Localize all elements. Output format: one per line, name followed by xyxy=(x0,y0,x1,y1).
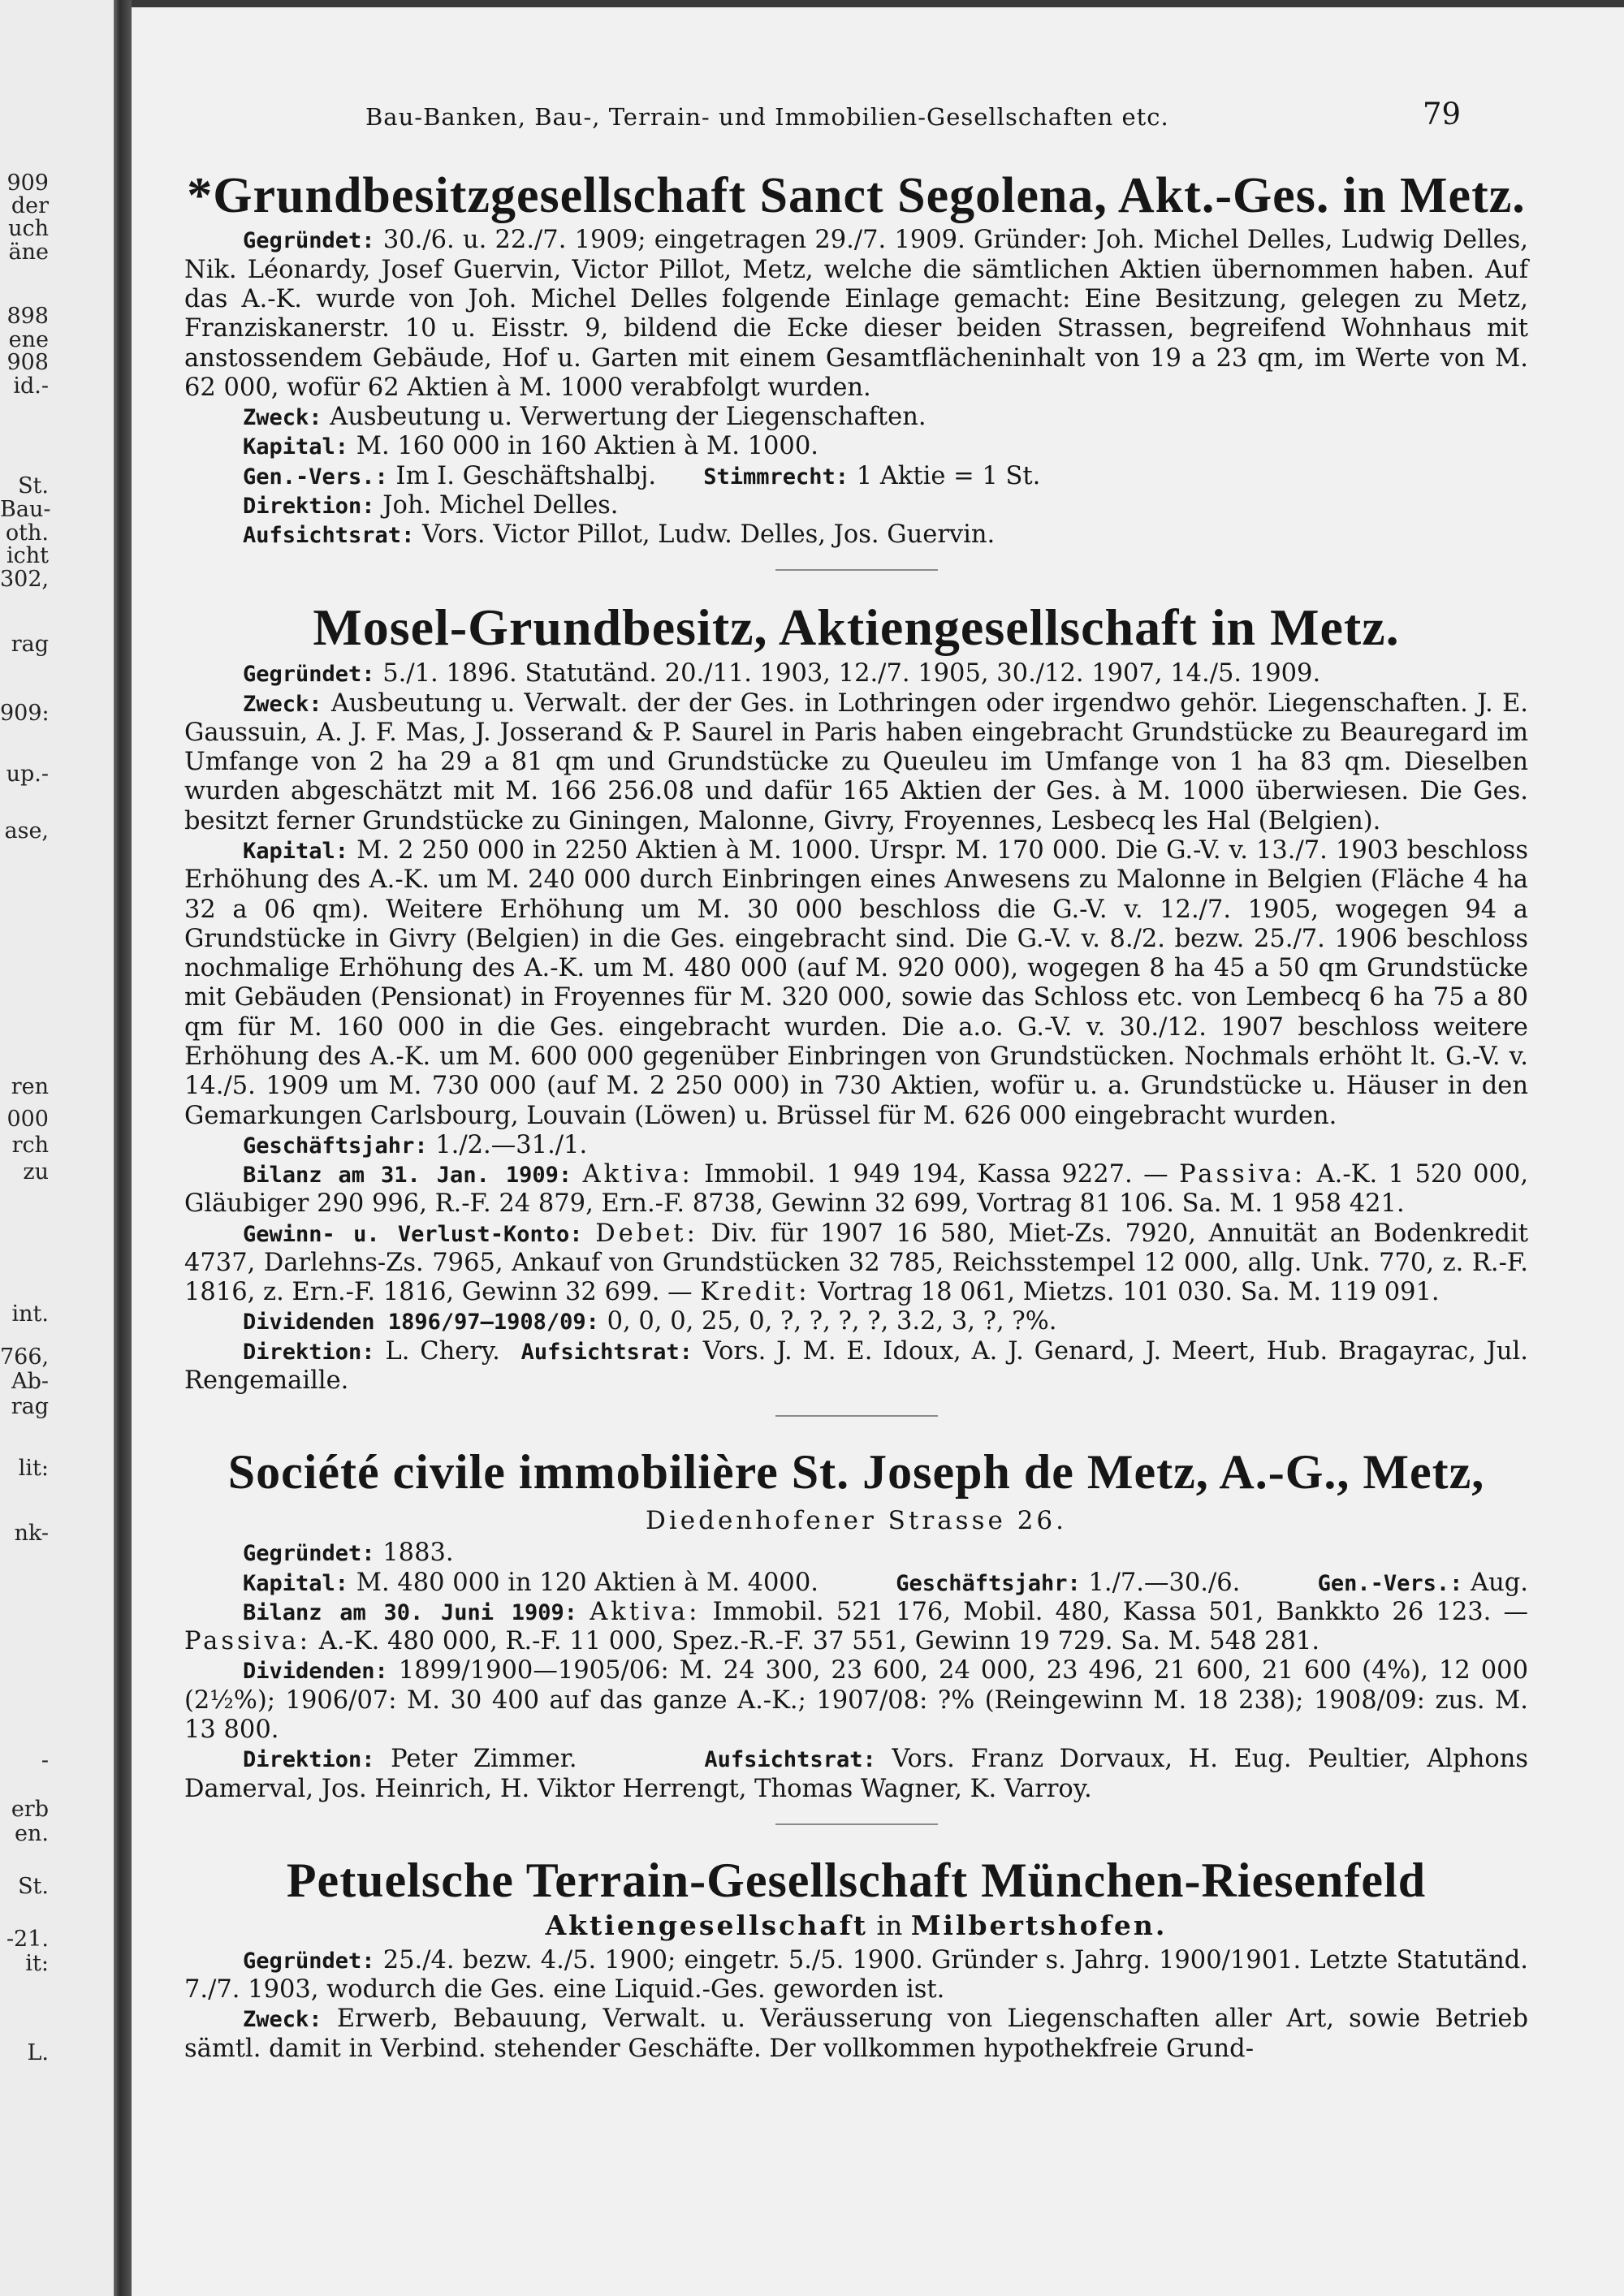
dividenden-text: 0, 0, 0, 25, 0, ?, ?, ?, ?, 3.2, 3, ?, ?%. xyxy=(607,1307,1057,1336)
entry-subtitle xyxy=(184,1910,1528,1941)
genvers-paragraph xyxy=(184,462,1528,491)
subtitle-place: Milbertshofen. xyxy=(910,1909,1168,1941)
aktiva-word: Aktiva: xyxy=(582,1160,693,1189)
aufsichtsrat-text: Vors. J. M. E. Idoux, A. J. Genard, J. Meert, Hub. Bragayrac, Jul. Rengemaille. xyxy=(184,1336,1529,1396)
direktion-paragraph xyxy=(184,1745,1528,1804)
aufsichtsrat-label: Aufsichtsrat: xyxy=(243,523,415,549)
kapital-text: M. 480 000 in 120 Aktien à M. 4000. xyxy=(356,1568,818,1597)
geschaeftsjahr-text: 1./7.—30./6. xyxy=(1088,1568,1241,1597)
passiva-text: A.-K. 1 520 000, Gläubiger 290 996, R.-F. 24 879, Ern.-F. 8738, Gewinn 32 699, Vortrag 81 106. Sa. M. 1 958 421. xyxy=(184,1160,1529,1219)
margin-fragment: rag xyxy=(11,1394,49,1419)
entry-divider xyxy=(775,1415,938,1417)
zweck-text: Ausbeutung u. Verwertung der Liegenschaften. xyxy=(330,403,926,432)
entry-title: *Grundbesitzgesellschaft Sanct Segolena, Akt.-Ges. in Metz. xyxy=(187,168,1526,223)
gegruendet-label: Gegründet: xyxy=(243,1948,375,1974)
entry-mosel-grundbesitz xyxy=(184,597,1528,1396)
kredit-text: Vortrag 18 061, Mietzs. 101 030. Sa. M. 119 091. xyxy=(818,1278,1440,1307)
book-gutter xyxy=(114,0,132,2296)
margin-fragment: 302, xyxy=(0,567,50,592)
zweck-text: Erwerb, Bebauung, Verwalt. u. Veräusserung von Liegenschaften aller Art, sowie Betrieb sämtl. damit in Verbind. stehender Geschäfte. Der vollkommen hypothekfreie Grund- xyxy=(184,2005,1529,2063)
margin-fragment: rch xyxy=(11,1133,49,1158)
gegruendet-text: 30./6. u. 22./7. 1909; eingetragen 29./7. 1909. Gründer: Joh. Michel Delles, Ludwig Delles, Nik. Léonardy, Josef Guervin, Victor Pillot, Metz, welche die sämtlichen Aktien übernommen haben. Auf das A.-K. wurde von Joh. Michel Delles folgende Einlage gemacht: Eine Besitzung, gelegen zu Metz, Franziskanerstr. 10 u. Eisstr. 9, bildend die Ecke dieser beiden Strassen, begreifend Wohnhaus mit anstossendem Gebäude, Hof u. Garten mit einem Gesamtflächeninhalt von 19 a 23 qm, im Werte von M. 62 000, wofür 62 Aktien à M. 1000 verabfolgt wurden. xyxy=(184,226,1528,402)
zweck-paragraph xyxy=(184,689,1528,836)
kapital-text: M. 2 250 000 in 2250 Aktien à M. 1000. Urspr. M. 170 000. Die G.-V. v. 13./7. 1903 beschloss Erhöhung des A.-K. um M. 240 000 durch Einbringen eines Anwesens zu Malonne in Belgien (Fläche 4 ha 32 a 06 qm). Weitere Erhöhung um M. 30 000 beschloss die G.-V. v. 12./7. 1905, wogegen 94 a Grundstücke in Givry (Belgien) in die Ges. eingebracht sind. Die G.-V. v. 8./2. bezw. 25./7. 1906 beschloss nochmalige Erhöhung des A.-K. um M. 480 000 (auf M. 920 000), wogegen 8 ha 45 a 50 qm Grundstücke mit Gebäuden (Pensionat) in Froyennes für M. 320 000, sowie das Schloss etc. von Lembecq 6 ha 75 a 80 qm für M. 160 000 in die Ges. eingebracht wurden. Die a.o. G.-V. v. 30./12. 1907 beschloss weitere Erhöhung des A.-K. um M. 600 000 gegenüber Einbringen von Grundstücken. Nochmals erhöht lt. G.-V. v. 14./5. 1909 um M. 730 000 (auf M. 2 250 000) in 730 Aktien, wofür u. a. Grundstücke u. Häuser in den Gemarkungen Carlsbourg, Louvain (Löwen) u. Brüssel für M. 626 000 eingebracht wurden. xyxy=(184,835,1528,1130)
passiva-text: A.-K. 480 000, R.-F. 11 000, Spez.-R.-F. 37 551, Gewinn 19 729. Sa. M. 548 281. xyxy=(318,1627,1320,1656)
margin-fragment: L. xyxy=(27,2040,49,2065)
kredit-word: Kredit: xyxy=(700,1278,810,1307)
page-number: 79 xyxy=(1423,97,1462,132)
zweck-label: Zweck: xyxy=(243,691,322,717)
direktion-label: Direktion: xyxy=(243,1747,375,1773)
margin-fragment: ase, xyxy=(4,818,49,844)
margin-fragment: St. xyxy=(18,473,49,498)
geschaeftsjahr-text: 1./2.—31./1. xyxy=(435,1130,588,1159)
dividenden-paragraph xyxy=(184,1307,1528,1336)
genvers-text: Im I. Geschäftshalbj. xyxy=(395,461,657,490)
kapital-item xyxy=(243,1569,818,1598)
kapital-label: Kapital: xyxy=(243,838,349,864)
aufsichtsrat-paragraph xyxy=(184,520,1528,550)
margin-fragment: Ab- xyxy=(11,1369,49,1394)
page-content xyxy=(184,166,1528,2064)
margin-fragment: äne xyxy=(8,240,49,265)
subtitle-in: in xyxy=(876,1909,903,1941)
gegruendet-paragraph xyxy=(184,659,1528,688)
direktion-label: Direktion: xyxy=(243,1339,375,1365)
geschaeftsjahr-label: Geschäftsjahr: xyxy=(896,1570,1081,1596)
aufsichtsrat-label: Aufsichtsrat: xyxy=(520,1339,693,1365)
margin-fragment: - xyxy=(41,1748,49,1773)
bilanz-paragraph xyxy=(184,1598,1528,1657)
margin-fragment: -21. xyxy=(6,1927,49,1952)
stimmrecht-text: 1 Aktie = 1 St. xyxy=(856,461,1041,490)
margin-fragment: nk- xyxy=(14,1521,49,1546)
gegruendet-text: 5./1. 1896. Statutänd. 20./11. 1903, 12./7. 1905, 30./12. 1907, 14./5. 1909. xyxy=(382,659,1321,688)
bilanz-label: Bilanz am 31. Jan. 1909: xyxy=(243,1163,572,1189)
aktiva-text: Immobil. 521 176, Mobil. 480, Kassa 501, Bankkto 26 123. — xyxy=(712,1597,1528,1626)
zweck-paragraph xyxy=(184,403,1528,432)
kapital-label: Kapital: xyxy=(243,1570,349,1596)
genvers-text: Aug. xyxy=(1471,1568,1528,1597)
margin-fragment: zu xyxy=(23,1159,49,1185)
margin-fragment: erb xyxy=(11,1797,49,1822)
margin-fragment: ene xyxy=(8,327,49,352)
entry-petuelsche xyxy=(184,1851,1528,2064)
kapital-paragraph xyxy=(184,836,1528,1131)
gegruendet-paragraph xyxy=(184,226,1528,403)
dividenden-paragraph xyxy=(184,1656,1528,1745)
direktion-text: L. Chery. xyxy=(385,1336,500,1366)
passiva-word: Passiva: xyxy=(184,1627,312,1656)
aufsichtsrat-text: Vors. Franz Dorvaux, H. Eug. Peultier, Alphons Damerval, Jos. Heinrich, H. Viktor Herrengt, Thomas Wagner, K. Varroy. xyxy=(184,1745,1529,1803)
margin-fragment: 000 xyxy=(6,1107,49,1132)
gegruendet-text: 25./4. bezw. 4./5. 1900; eingetr. 5./5. 1900. Gründer s. Jahrg. 1900/1901. Letzte Statutänd. 7./7. 1903, wodurch die Ges. eine Liquid.-Ges. geworden ist. xyxy=(184,1945,1528,2005)
zweck-paragraph xyxy=(184,2005,1528,2064)
margin-fragment: St. xyxy=(18,1874,49,1899)
dividenden-label: Dividenden 1896/97—1908/09: xyxy=(243,1310,599,1336)
kapital-paragraph xyxy=(184,432,1528,461)
kapital-label: Kapital: xyxy=(243,434,349,460)
entry-title: Petuelsche Terrain-Gesellschaft München-Riesenfeld xyxy=(286,1853,1427,1907)
entry-st-joseph xyxy=(184,1443,1528,1804)
margin-fragment: 898 xyxy=(6,304,49,329)
zweck-text: Ausbeutung u. Verwalt. der der Ges. in Lothringen oder irgendwo gehör. Liegenschaften. J. E. Gaussuin, A. J. F. Mas, J. Josserand & P. Saurel in Paris haben eingebracht Grundstücke zu Beauregard im Umfange von 2 ha 29 a 81 qm und Grundstücke zu Queuleu im Umfange von 1 ha 83 qm. Dieselben wurden abgeschätzt mit M. 166 256.08 und dafür 165 Aktien der Ges. à M. 1000 überwiesen. Die Ges. besitzt ferner Grundstücke zu Giningen, Malonne, Givry, Froyennes, Lesbecq les Hal (Belgien). xyxy=(184,688,1528,835)
entry-divider xyxy=(775,569,938,571)
gegruendet-text: 1883. xyxy=(382,1539,454,1568)
kapital-row xyxy=(184,1569,1528,1598)
gegruendet-label: Gegründet: xyxy=(243,228,375,254)
zweck-label: Zweck: xyxy=(243,2007,322,2033)
genvers-label: Gen.-Vers.: xyxy=(1317,1570,1463,1596)
entry-title: Société civile immobilière St. Joseph de Metz, A.-G., Metz, xyxy=(227,1445,1485,1500)
passiva-word: Passiva: xyxy=(1179,1160,1307,1189)
aktiva-word: Aktiva: xyxy=(590,1597,701,1626)
running-head: Bau-Banken, Bau-, Terrain- und Immobilien-Gesellschaften etc. xyxy=(365,103,1169,131)
entry-title: Mosel-Grundbesitz, Aktiengesellschaft in Metz. xyxy=(313,598,1400,657)
gegruendet-label: Gegründet: xyxy=(243,662,375,688)
margin-fragment: der xyxy=(11,193,49,218)
genvers-item xyxy=(1318,1569,1528,1598)
margin-fragment: 909 xyxy=(6,170,49,196)
direktion-label: Direktion: xyxy=(243,493,375,519)
subtitle-aktiengesellschaft: Aktiengesellschaft xyxy=(545,1909,869,1941)
aktiva-text: Immobil. 1 949 194, Kassa 9227. — xyxy=(704,1160,1168,1189)
margin-fragment: icht xyxy=(6,543,49,568)
margin-fragment: up.- xyxy=(6,762,49,787)
margin-fragment: ren xyxy=(11,1074,49,1099)
geschaeftsjahr-label: Geschäftsjahr: xyxy=(243,1133,428,1159)
debet-text: Div. für 1907 16 580, Miet-Zs. 7920, Annuität an Bodenkredit 4737, Darlehns-Zs. 7965, Ankauf von Grundstücken 32 785, Reichsstempel 12 000, allg. Unk. 770, z. R.-F. 1816, z. Ern.-F. 1816, Gewinn 32 699. — xyxy=(184,1219,1528,1307)
guv-paragraph xyxy=(184,1219,1528,1308)
adjacent-page-fragment xyxy=(0,0,114,2296)
direktion-paragraph xyxy=(184,1337,1528,1396)
book-page xyxy=(132,0,1624,2296)
margin-fragment: 908 xyxy=(6,350,49,375)
margin-fragment: en. xyxy=(15,1821,49,1846)
kapital-text: M. 160 000 in 160 Aktien à M. 1000. xyxy=(356,432,818,461)
debet-word: Debet: xyxy=(595,1219,698,1248)
margin-fragment: lit: xyxy=(18,1456,49,1481)
direktion-text: Joh. Michel Delles. xyxy=(382,490,619,520)
dividenden-label: Dividenden: xyxy=(243,1659,388,1685)
stimmrecht-label: Stimmrecht: xyxy=(703,464,849,490)
margin-fragment: Bau- xyxy=(0,497,51,522)
gegruendet-label: Gegründet: xyxy=(243,1541,375,1567)
entry-address: Diedenhofener Strasse 26. xyxy=(645,1506,1067,1536)
bilanz-paragraph xyxy=(184,1160,1528,1219)
margin-fragment: 766, xyxy=(0,1344,50,1370)
margin-fragment: int. xyxy=(11,1301,49,1327)
guv-label: Gewinn- u. Verlust-Konto: xyxy=(243,1221,583,1247)
bilanz-label: Bilanz am 30. Juni 1909: xyxy=(243,1599,578,1625)
margin-fragment: it: xyxy=(25,1951,49,1976)
geschaeftsjahr-item xyxy=(896,1569,1240,1598)
gegruendet-paragraph xyxy=(184,1946,1528,2005)
direktion-text: Peter Zimmer. xyxy=(391,1745,577,1774)
margin-fragment: 909: xyxy=(0,701,50,726)
genvers-label: Gen.-Vers.: xyxy=(243,464,388,490)
aufsichtsrat-label: Aufsichtsrat: xyxy=(704,1747,876,1773)
margin-fragment: uch xyxy=(8,216,49,241)
margin-fragment: id.- xyxy=(13,373,49,399)
margin-fragment: rag xyxy=(11,632,49,657)
entry-sanct-segolena xyxy=(184,166,1528,550)
zweck-label: Zweck: xyxy=(243,405,322,431)
geschaeftsjahr-paragraph xyxy=(184,1131,1528,1160)
entry-divider xyxy=(775,1823,938,1825)
dividenden-text: 1899/1900—1905/06: M. 24 300, 23 600, 24 000, 23 496, 21 600, 21 600 (4%), 12 000 (2½%); 1906/07: M. 30 400 auf das ganze A.-K.; 1907/08: ?% (Reingewinn M. 18 238); 1908/09: zus. M. 13 800. xyxy=(184,1656,1528,1744)
aufsichtsrat-text: Vors. Victor Pillot, Ludw. Delles, Jos. Guervin. xyxy=(422,520,996,550)
gegruendet-paragraph xyxy=(184,1539,1528,1568)
margin-fragment: oth. xyxy=(5,520,49,546)
direktion-paragraph xyxy=(184,491,1528,520)
